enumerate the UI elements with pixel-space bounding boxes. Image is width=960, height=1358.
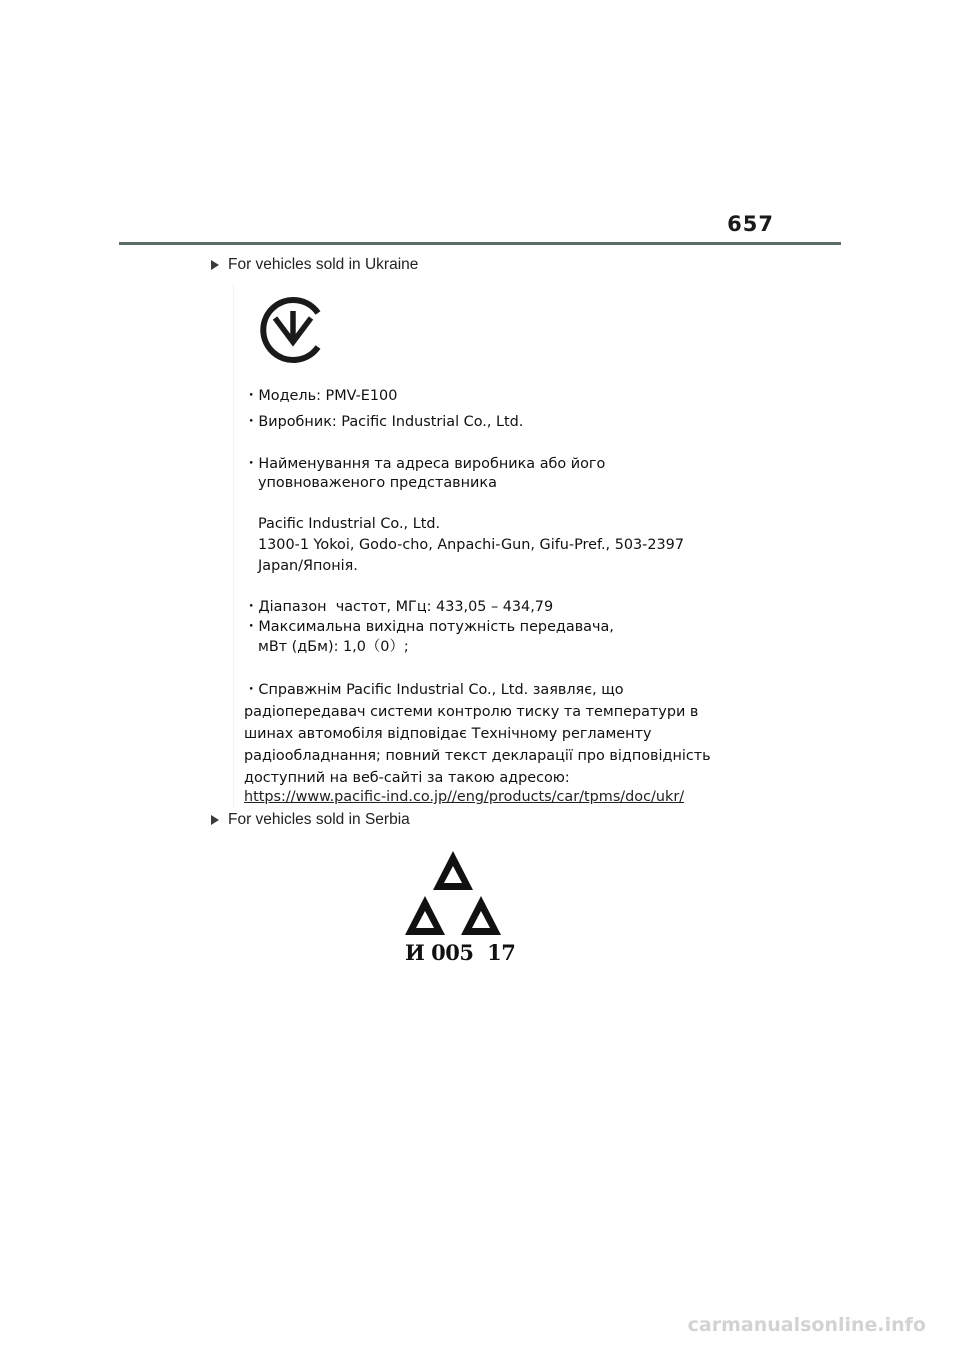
watermark: carmanualsonline.info <box>687 1314 926 1336</box>
address-line: 1300-1 Yokoi, Godo-cho, Anpachi-Gun, Gifu-Pref., 503-2397 <box>258 537 684 553</box>
declaration-line-3: шинах автомобіля відповідає Технічному регламенту <box>244 726 652 742</box>
manufacturer-line: ・Виробник: Pacific Industrial Co., Ltd. <box>244 414 524 430</box>
power-line-2: мВт (дБм): 1,0（0）; <box>258 639 409 655</box>
model-line: ・Модель: PMV-E100 <box>244 388 398 404</box>
frequency-line: ・Діапазон частот, МГц: 433,05 – 434,79 <box>244 599 554 615</box>
declaration-line-4: радіообладнання; повний текст декларації про відповідність <box>244 748 711 764</box>
ukraine-heading-text: For vehicles sold in Ukraine <box>228 256 419 273</box>
header-rule <box>119 242 841 245</box>
triangle-bullet-icon <box>211 260 219 270</box>
serbian-mark-code: И 005 17 <box>405 940 516 965</box>
serbia-heading <box>211 811 410 829</box>
serbia-heading-text: For vehicles sold in Serbia <box>228 811 410 828</box>
power-line-1: ・Максимальна вихідна потужність передавача, <box>244 619 614 635</box>
page-number: 657 <box>727 212 774 236</box>
company-line: Pacific Industrial Co., Ltd. <box>258 516 441 532</box>
declaration-line-1: ・Справжнім Pacific Industrial Co., Ltd. заявляє, що <box>244 682 624 698</box>
triangle-bullet-icon <box>211 815 219 825</box>
declaration-line-2: радіопередавач системи контролю тиску та температури в <box>244 704 699 720</box>
name-address-line-1: ・Найменування та адреса виробника або його <box>244 456 606 472</box>
ukrainian-conformity-mark-icon <box>256 292 330 366</box>
serbian-conformity-triangles-icon <box>398 847 508 937</box>
declaration-line-5: доступний на веб-сайті за такою адресою: <box>244 770 570 786</box>
ukraine-heading <box>211 256 418 274</box>
country-line: Japan/Японія. <box>258 558 358 574</box>
declaration-url: https://www.pacific-ind.co.jp//eng/products/car/tpms/doc/ukr/ <box>244 789 685 805</box>
ukraine-label-image <box>233 284 730 808</box>
name-address-line-2: уповноваженого представника <box>258 475 497 491</box>
